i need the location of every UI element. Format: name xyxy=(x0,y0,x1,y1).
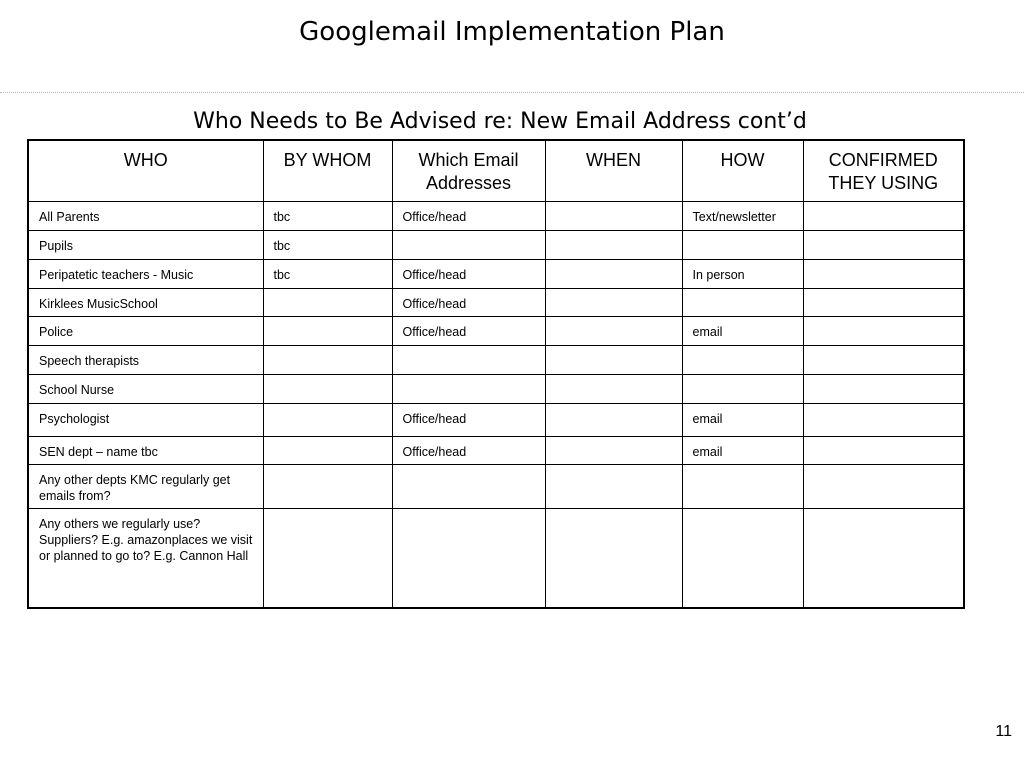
cell-confirmed xyxy=(803,374,963,403)
table-row xyxy=(29,259,963,288)
cell-confirmed xyxy=(803,288,963,316)
cell-by-whom xyxy=(263,316,392,345)
cell-who: School Nurse xyxy=(29,374,263,403)
cell-who: Psychologist xyxy=(29,403,263,436)
cell-who: Peripatetic teachers - Music xyxy=(29,259,263,288)
cell-by-whom: tbc xyxy=(263,259,392,288)
cell-how: email xyxy=(682,436,803,464)
advice-table-frame xyxy=(27,139,965,609)
table-row xyxy=(29,230,963,259)
cell-by-whom xyxy=(263,436,392,464)
cell-by-whom xyxy=(263,288,392,316)
cell-how: Text/newsletter xyxy=(682,201,803,230)
cell-email-addresses: Office/head xyxy=(392,201,545,230)
table-header-row xyxy=(29,141,963,201)
cell-email-addresses xyxy=(392,464,545,508)
header-confirmed: CONFIRMED THEY USING xyxy=(803,141,963,201)
cell-confirmed xyxy=(803,436,963,464)
cell-how xyxy=(682,230,803,259)
header-by-whom: BY WHOM xyxy=(263,141,392,201)
header-when: WHEN xyxy=(545,141,682,201)
table-row xyxy=(29,508,963,607)
cell-email-addresses: Office/head xyxy=(392,436,545,464)
slide-subtitle: Who Needs to Be Advised re: New Email Address cont’d xyxy=(193,109,807,134)
cell-how xyxy=(682,345,803,374)
slide-title: Googlemail Implementation Plan xyxy=(299,17,725,47)
cell-by-whom xyxy=(263,374,392,403)
table-row xyxy=(29,403,963,436)
title-divider xyxy=(0,92,1024,93)
cell-email-addresses xyxy=(392,508,545,607)
cell-confirmed xyxy=(803,201,963,230)
cell-how xyxy=(682,464,803,508)
cell-when xyxy=(545,374,682,403)
cell-email-addresses xyxy=(392,230,545,259)
page-number: 11 xyxy=(995,723,1012,740)
cell-confirmed xyxy=(803,259,963,288)
cell-email-addresses: Office/head xyxy=(392,288,545,316)
cell-how xyxy=(682,508,803,607)
table-row xyxy=(29,464,963,508)
cell-who: Any other depts KMC regularly get emails from? xyxy=(29,464,263,508)
cell-when xyxy=(545,230,682,259)
cell-by-whom xyxy=(263,345,392,374)
cell-confirmed xyxy=(803,316,963,345)
cell-who: All Parents xyxy=(29,201,263,230)
header-how: HOW xyxy=(682,141,803,201)
cell-when xyxy=(545,288,682,316)
cell-email-addresses: Office/head xyxy=(392,259,545,288)
cell-by-whom: tbc xyxy=(263,201,392,230)
cell-who: Police xyxy=(29,316,263,345)
cell-by-whom xyxy=(263,464,392,508)
cell-email-addresses: Office/head xyxy=(392,316,545,345)
cell-email-addresses xyxy=(392,374,545,403)
cell-when xyxy=(545,259,682,288)
cell-when xyxy=(545,345,682,374)
cell-confirmed xyxy=(803,345,963,374)
cell-when xyxy=(545,508,682,607)
cell-who: Speech therapists xyxy=(29,345,263,374)
cell-who: Any others we regularly use? Suppliers? E.g. amazonplaces we visit or planned to go to? E.g. Cannon Hall xyxy=(29,508,263,607)
cell-by-whom: tbc xyxy=(263,230,392,259)
table-row xyxy=(29,316,963,345)
cell-confirmed xyxy=(803,508,963,607)
cell-how: In person xyxy=(682,259,803,288)
advice-table xyxy=(29,141,963,607)
table-row xyxy=(29,374,963,403)
cell-how: email xyxy=(682,403,803,436)
cell-how: email xyxy=(682,316,803,345)
cell-who: Kirklees MusicSchool xyxy=(29,288,263,316)
cell-email-addresses xyxy=(392,345,545,374)
cell-confirmed xyxy=(803,464,963,508)
cell-who: SEN dept – name tbc xyxy=(29,436,263,464)
table-row xyxy=(29,436,963,464)
cell-when xyxy=(545,436,682,464)
cell-confirmed xyxy=(803,230,963,259)
cell-when xyxy=(545,201,682,230)
header-who: WHO xyxy=(29,141,263,201)
cell-when xyxy=(545,464,682,508)
cell-when xyxy=(545,316,682,345)
table-row xyxy=(29,201,963,230)
header-email-addresses: Which Email Addresses xyxy=(392,141,545,201)
cell-when xyxy=(545,403,682,436)
table-row xyxy=(29,288,963,316)
cell-how xyxy=(682,288,803,316)
cell-email-addresses: Office/head xyxy=(392,403,545,436)
cell-by-whom xyxy=(263,508,392,607)
cell-by-whom xyxy=(263,403,392,436)
cell-how xyxy=(682,374,803,403)
cell-who: Pupils xyxy=(29,230,263,259)
cell-confirmed xyxy=(803,403,963,436)
table-row xyxy=(29,345,963,374)
